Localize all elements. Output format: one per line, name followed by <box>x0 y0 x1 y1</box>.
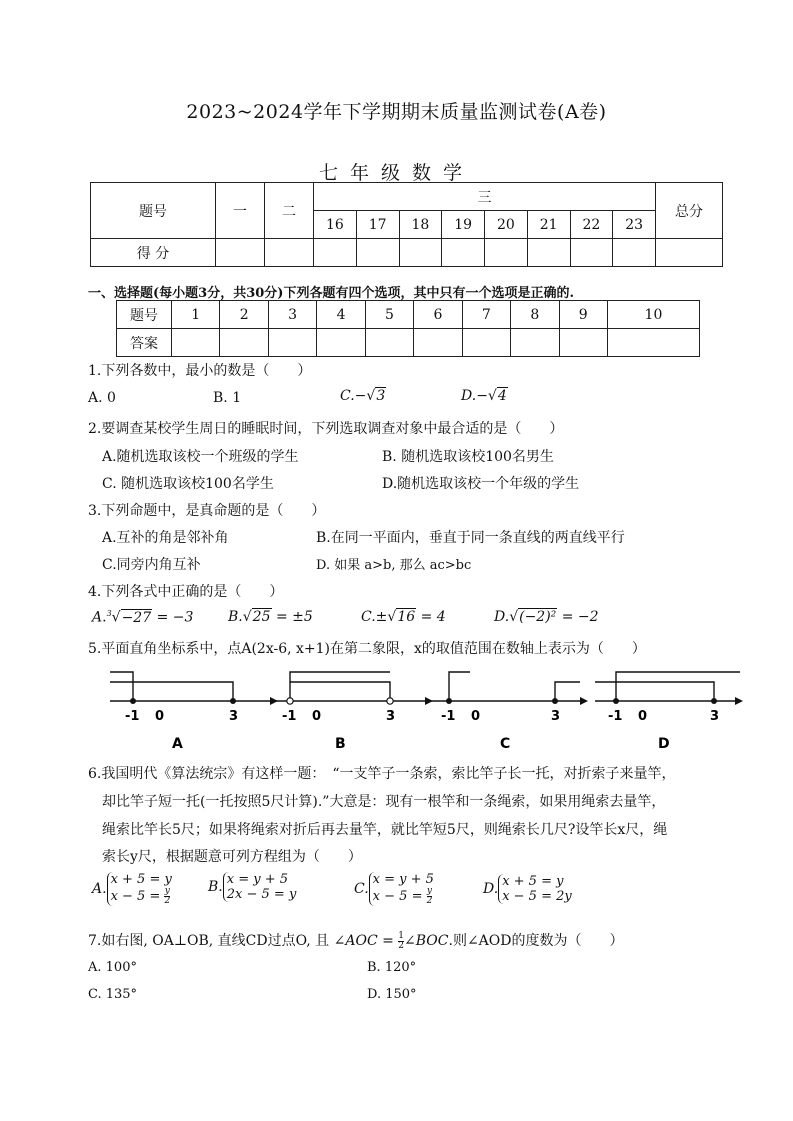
sqrt-sign-icon: √ <box>387 609 397 625</box>
q1-option-d-radicand: 4 <box>497 388 507 404</box>
option-label: B <box>335 736 346 752</box>
q4-option-d <box>494 609 599 625</box>
q4-option-a-radicand: −27 <box>121 609 152 626</box>
q1-stem: 1.下列各数中，最小的数是（ ） <box>88 363 312 379</box>
q7-stem-math1: ∠AOC = <box>333 933 399 949</box>
q4-option-b-rest: = ±5 <box>271 609 313 625</box>
score-table-sub-col: 18 <box>399 211 442 239</box>
sqrt-sign-icon: √ <box>111 609 121 626</box>
q4-option-c-radicand: 16 <box>397 609 416 625</box>
q5-stem: 5.平面直角坐标系中，点A(2x-6, x+1)在第二象限，x的取值范围在数轴上表示为（ ） <box>88 641 646 657</box>
sqrt-sign-icon: √ <box>242 609 252 625</box>
q5-number-line-a <box>110 672 278 752</box>
tick-label: 3 <box>551 709 561 724</box>
q2-option-b: B. 随机选取该校100名男生 <box>382 449 554 465</box>
score-cell[interactable] <box>613 239 656 267</box>
q2-option-c: C. 随机选取该校100名学生 <box>102 476 274 492</box>
q1-option-c-radicand: 3 <box>376 388 386 404</box>
option-label: A <box>172 736 183 752</box>
q4-option-c-label: C. <box>361 609 376 625</box>
q4-option-a-label: A. <box>92 609 107 626</box>
q1-option-d-label: D. <box>461 388 477 404</box>
score-cell[interactable] <box>485 239 528 267</box>
answer-table-number: 10 <box>607 301 699 329</box>
score-table-sub-col: 20 <box>485 211 528 239</box>
q4-option-a <box>92 609 193 626</box>
q2-stem: 2.要调查某校学生周日的睡眠时间，下列选取调查对象中最合适的是（ ） <box>88 421 564 437</box>
q1-option-a: A. 0 <box>88 390 116 406</box>
q4-option-d-label: D. <box>494 609 510 625</box>
q7-stem-pre: 7.如右图, OA⊥OB, 直线CD过点O, 且 <box>88 933 334 949</box>
q6-option-d-label: D. <box>483 881 499 897</box>
q4-stem: 4.下列各式中正确的是（ ） <box>88 584 284 600</box>
q5-number-line-b <box>270 672 433 752</box>
q7-stem-post: .则∠AOD的度数为（ ） <box>448 933 624 949</box>
q6-option-b-eq2: 2x − 5 = y <box>226 887 297 902</box>
q6-line3: 绳索比竿长5尺；如果将绳索对折后再去量竿，就比竿短5尺，则绳索长几尺?设竿长x尺，绳 <box>102 822 668 838</box>
q1-option-b: B. 1 <box>213 390 242 406</box>
score-cell[interactable] <box>216 239 265 267</box>
q1-option-c-sign: − <box>354 388 367 404</box>
q2-option-d: D.随机选取该校一个年级的学生 <box>382 476 580 492</box>
sqrt-sign-icon: √ <box>487 388 497 404</box>
score-table-col-one: 一 <box>216 183 265 239</box>
score-table <box>90 182 723 267</box>
sqrt-sign-icon: √ <box>366 388 376 404</box>
score-table-sub-col: 21 <box>527 211 570 239</box>
q3-stem: 3.下列命题中，是真命题的是（ ） <box>88 503 326 519</box>
fraction-numerator: 1 <box>398 930 405 941</box>
fraction-numerator: y <box>426 886 432 896</box>
q3-option-b: B.在同一平面内，垂直于同一条直线的两直线平行 <box>316 530 625 546</box>
q6-option-a-eq2-pre: x − 5 = <box>110 889 165 904</box>
answer-table-number: 7 <box>462 301 510 329</box>
tick-label: 3 <box>386 709 396 724</box>
q6-option-b-eq1: x = y + 5 <box>226 872 289 887</box>
answer-cell[interactable] <box>317 329 365 357</box>
q7-stem-math2: ∠BOC <box>404 933 449 949</box>
q7-option-b: B. 120° <box>367 960 417 975</box>
score-cell[interactable] <box>527 239 570 267</box>
answer-cell[interactable] <box>559 329 607 357</box>
option-label: C <box>500 736 511 752</box>
answer-table-number: 3 <box>268 301 316 329</box>
answer-cell[interactable] <box>414 329 462 357</box>
exam-title: 2023~2024学年下学期期末质量监测试卷(A卷) <box>186 101 607 123</box>
answer-cell[interactable] <box>365 329 413 357</box>
tick-label: 3 <box>710 709 720 724</box>
option-label: D <box>658 736 670 752</box>
score-table-sub-col: 16 <box>314 211 357 239</box>
q7-option-a: A. 100° <box>88 960 137 975</box>
score-table-score-label: 得 分 <box>91 239 216 267</box>
q5-number-line-c <box>427 672 588 752</box>
q6-option-a <box>92 872 172 906</box>
answer-table-number: 6 <box>414 301 462 329</box>
score-cell[interactable] <box>356 239 399 267</box>
q1-option-c <box>340 388 386 404</box>
q4-option-b <box>228 609 313 625</box>
q7-option-c: C. 135° <box>88 987 138 1002</box>
score-cell[interactable] <box>265 239 314 267</box>
q1-option-c-label: C. <box>340 388 355 404</box>
tick-label: 0 <box>155 709 165 724</box>
section-one-heading: 一、选择题(每小题3分，共30分)下列各题有四个选项，其中只有一个选项是正确的. <box>88 286 574 301</box>
q3-option-d: D. 如果 a>b, 那么 ac>bc <box>316 558 472 573</box>
q6-option-d-system <box>498 874 572 904</box>
tick-label: -1 <box>282 709 297 724</box>
fraction-denominator: 2 <box>398 940 405 951</box>
q6-option-c-system <box>369 872 434 906</box>
q6-option-b-system <box>223 872 297 902</box>
answer-table-number: 9 <box>559 301 607 329</box>
q6-option-d <box>483 874 572 904</box>
q4-option-c-rest: = 4 <box>416 609 446 625</box>
q6-option-a-fraction <box>164 887 170 906</box>
answer-table-number: 8 <box>511 301 559 329</box>
q6-option-c-fraction <box>427 887 433 906</box>
q4-option-c <box>361 609 446 625</box>
q6-line1: 6.我国明代《算法统宗》有这样一题： “一支竿子一条索，索比竿子长一托，对折索子来量竿， <box>88 766 676 782</box>
q6-option-a-system <box>107 872 172 906</box>
q6-option-d-eq2: x − 5 = 2y <box>502 889 572 904</box>
q4-option-a-index: 3 <box>106 609 112 618</box>
q4-option-c-pre: ± <box>375 609 388 625</box>
fraction-denominator: 2 <box>164 896 171 906</box>
q2-option-a: A.随机选取该校一个班级的学生 <box>102 449 299 465</box>
q6-line2: 却比竿子短一托(一托按照5尺计算).”大意是：现有一根竿和一条绳索，如果用绳索去量竿， <box>102 794 666 810</box>
score-table-sub-col: 23 <box>613 211 656 239</box>
fraction-numerator: y <box>164 886 170 896</box>
tick-label: 0 <box>312 709 322 724</box>
q5-number-lines <box>100 660 750 755</box>
answer-cell[interactable] <box>172 329 220 357</box>
q1-option-d-sign: − <box>476 388 488 404</box>
answer-table-number: 5 <box>365 301 413 329</box>
q6-option-c <box>354 872 434 906</box>
score-cell[interactable] <box>442 239 485 267</box>
score-cell[interactable] <box>314 239 357 267</box>
answer-table-answer-label: 答案 <box>117 329 172 357</box>
q4-option-b-radicand: 25 <box>252 609 271 625</box>
fraction-denominator: 2 <box>426 896 433 906</box>
q4-option-d-radicand: (−2)² <box>519 609 557 625</box>
tick-label: 3 <box>229 709 239 724</box>
score-cell[interactable] <box>570 239 613 267</box>
answer-cell[interactable] <box>511 329 559 357</box>
q4-option-b-label: B. <box>228 609 243 625</box>
q3-option-a: A.互补的角是邻补角 <box>102 530 229 546</box>
q1-option-d <box>461 388 508 404</box>
q7-stem <box>88 930 624 951</box>
q6-option-a-eq1: x + 5 = y <box>110 872 172 887</box>
q6-option-c-label: C. <box>354 881 369 897</box>
tick-label: -1 <box>125 709 140 724</box>
exam-subtitle: 七年级数学 <box>318 162 474 184</box>
q4-option-d-rest: = −2 <box>557 609 599 625</box>
score-table-question-label: 题号 <box>91 183 216 239</box>
tick-label: 0 <box>638 709 648 724</box>
q6-option-b <box>208 872 296 902</box>
tick-label: 0 <box>471 709 481 724</box>
q7-option-d: D. 150° <box>367 987 417 1002</box>
score-table-sub-col: 17 <box>356 211 399 239</box>
q6-option-a-label: A. <box>92 881 107 897</box>
q6-option-c-eq2-pre: x − 5 = <box>372 889 427 904</box>
score-table-col-three: 三 <box>314 183 656 211</box>
sqrt-sign-icon: √ <box>509 609 519 625</box>
q3-option-c: C.同旁内角互补 <box>102 557 201 573</box>
answer-table-number: 1 <box>172 301 220 329</box>
answer-table-number: 2 <box>220 301 268 329</box>
tick-label: -1 <box>608 709 623 724</box>
answer-table <box>116 300 700 357</box>
q4-option-a-rest: = −3 <box>152 609 194 626</box>
q6-option-c-eq1: x = y + 5 <box>372 872 434 887</box>
score-cell[interactable] <box>399 239 442 267</box>
q6-option-b-label: B. <box>208 879 223 895</box>
answer-cell[interactable] <box>607 329 699 357</box>
answer-table-question-label: 题号 <box>117 301 172 329</box>
answer-cell[interactable] <box>220 329 268 357</box>
score-cell[interactable] <box>656 239 723 267</box>
score-table-sub-col: 19 <box>442 211 485 239</box>
q5-number-line-d <box>595 672 743 752</box>
q6-option-d-eq1: x + 5 = y <box>502 874 564 889</box>
score-table-total-label: 总分 <box>656 183 723 239</box>
answer-table-number: 4 <box>317 301 365 329</box>
answer-cell[interactable] <box>268 329 316 357</box>
score-table-sub-col: 22 <box>570 211 613 239</box>
answer-cell[interactable] <box>462 329 510 357</box>
q6-line4: 索长y尺，根据题意可列方程组为（ ） <box>102 849 362 865</box>
score-table-col-two: 二 <box>265 183 314 239</box>
tick-label: -1 <box>441 709 456 724</box>
